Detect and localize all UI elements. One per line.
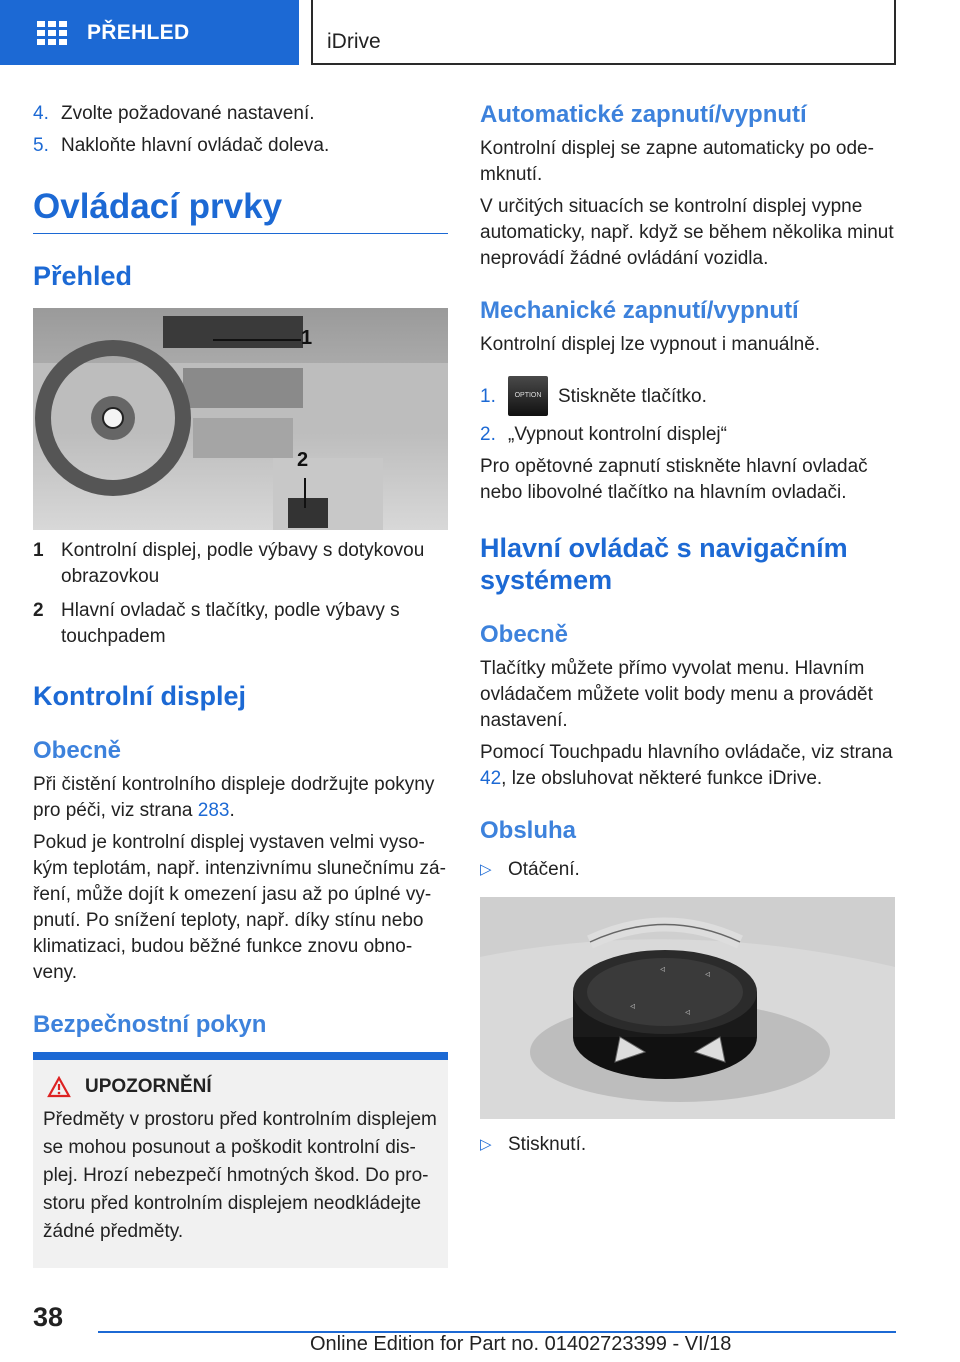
overview-label: PŘEHLED [87, 20, 190, 44]
step-number: 5. [33, 135, 49, 156]
legend-item [33, 598, 448, 650]
mech-paragraph-1: Kontrolní displej lze vypnout i manuálně. [480, 334, 821, 355]
step-item [480, 376, 895, 416]
page-link-283[interactable]: 283 [197, 800, 230, 821]
bullet-text: Stisknutí. [508, 1134, 587, 1155]
step-number: 4. [33, 103, 49, 124]
general-paragraph-2 [480, 740, 895, 792]
warning-triangle-icon [47, 1076, 71, 1098]
nav-heading: Hlavní ovládač s navigačním systémem [480, 533, 848, 595]
option-button-icon: OPTION [508, 376, 548, 416]
auto-paragraph-2: V určitých situacích se kontrolní displej vypne automaticky, např. když se během několika minut neprovádí žádné ovládání vozidla. [480, 196, 894, 269]
legend-item [33, 538, 448, 590]
svg-text:◃: ◃ [685, 1007, 691, 1018]
general-paragraph-1: Tlačítky můžete přímo vyvolat menu. Hlavním ovládačem můžete volit body menu a provádět nastavení. [480, 658, 873, 731]
legend-number: 1 [33, 540, 44, 561]
care-text-end: . [229, 800, 235, 821]
page-number: 38 [33, 1302, 64, 1332]
step-item [33, 132, 448, 159]
operation-heading: Obsluha [480, 817, 577, 844]
warning-title-text: UPOZORNĚNÍ [85, 1076, 212, 1097]
legend-text: Kontrolní displej, podle výbavy s dotykovou obrazovkou [61, 540, 425, 587]
section-tab-label: iDrive [327, 30, 381, 53]
step-number: 2. [480, 424, 496, 445]
legend-text: Hlavní ovladač s tlačítky, podle výbavy s touchpadem [61, 600, 400, 647]
page-link-42[interactable]: 42 [480, 768, 502, 789]
bullet-triangle-icon: ▷ [480, 861, 492, 878]
callout-2: 2 [297, 449, 309, 471]
general-heading: Obecně [33, 737, 122, 764]
warning-text: Předměty v prostoru před kontrolním displejem se mohou posunout a poškodit kontrolní displej. Hrozí nebezpečí hmotných škod. Do prostoru před kontrolním displejem neodkládejte žádné předměty. [43, 1109, 437, 1242]
svg-text:◃: ◃ [630, 1001, 636, 1012]
overview-heading: Přehled [33, 261, 133, 291]
left-column [33, 100, 448, 1268]
bullet-item [480, 856, 895, 883]
step-item [33, 100, 448, 127]
callout-1: 1 [301, 327, 313, 349]
grid-menu-icon [37, 21, 67, 45]
step-number: 1. [480, 385, 496, 407]
mech-heading: Mechanické zapnutí/vypnutí [480, 297, 799, 324]
step-item [480, 421, 895, 448]
step-text: Nakloňte hlavní ovládač doleva. [61, 135, 330, 156]
edition-footer: Online Edition for Part no. 01402723399 - VI/18 [310, 1333, 732, 1355]
touchpad-text: Pomocí Touchpadu hlavního ovládače, viz strana [480, 742, 893, 763]
safety-heading: Bezpečnostní pokyn [33, 1011, 267, 1038]
section-tab[interactable] [311, 0, 896, 65]
bullet-item [480, 1131, 895, 1158]
temperature-paragraph: Pokud je kontrolní displej vystaven velmi vysokým teplotám, např. intenzivnímu slunečnímu záření, může dojít k omezení jasu až po úplné vypnutí. Po snížení teploty, např. díky stínu nebo klimatizaci, budou běžné funkce znovu obnoveny. [33, 832, 446, 983]
step-text: „Vypnout kontrolní displej“ [508, 424, 727, 445]
care-text: Při čistění kontrolního displeje dodržujte pokyny pro péči, viz strana [33, 774, 435, 821]
warning-title [47, 1076, 438, 1098]
overview-button[interactable] [0, 0, 299, 65]
controller-figure [480, 897, 895, 1119]
mech-paragraph-2: Pro opětovné zapnutí stiskněte hlavní ovladač nebo libovolné tlačítko na hlavním ovladači. [480, 456, 868, 503]
svg-text:◃: ◃ [705, 969, 711, 980]
care-paragraph [33, 772, 448, 824]
warning-bar [33, 1052, 448, 1060]
step-text: Stiskněte tlačítko. [558, 385, 707, 407]
display-heading: Kontrolní displej [33, 681, 246, 711]
legend-number: 2 [33, 600, 44, 621]
auto-heading: Automatické zapnutí/vypnutí [480, 101, 807, 128]
section-title: Ovládací prvky [33, 187, 448, 234]
step-text: Zvolte požadované nastavení. [61, 103, 315, 124]
warning-box [33, 1060, 448, 1268]
auto-paragraph-1: Kontrolní displej se zapne automaticky po odemknutí. [480, 138, 874, 185]
cockpit-figure [33, 308, 448, 530]
general-heading: Obecně [480, 621, 569, 648]
svg-text:◃: ◃ [660, 964, 666, 975]
bullet-triangle-icon: ▷ [480, 1136, 492, 1153]
right-column [480, 100, 895, 1158]
bullet-text: Otáčení. [508, 859, 580, 880]
touchpad-text-end: , lze obsluhovat některé funkce iDrive. [501, 768, 823, 789]
